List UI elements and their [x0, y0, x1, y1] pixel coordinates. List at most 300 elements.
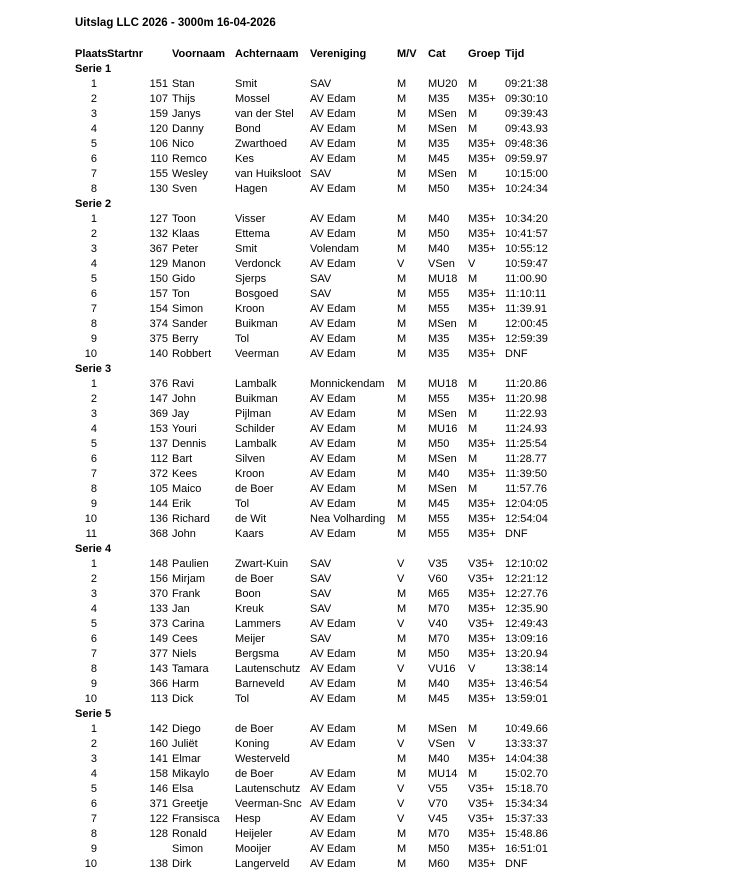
cell-voornaam: Robbert: [172, 348, 212, 360]
cell-voornaam: Bart: [172, 453, 193, 465]
cell-plaats: 9: [90, 333, 97, 345]
page-title: Uitslag LLC 2026 - 3000m 16-04-2026: [75, 17, 276, 29]
cell-vereniging: AV Edam: [310, 828, 356, 840]
cell-vereniging: AV Edam: [310, 858, 356, 870]
table-row: [75, 572, 635, 587]
cell-plaats: 1: [90, 723, 97, 735]
table-header-row: [75, 47, 635, 62]
cell-plaats: 5: [90, 438, 97, 450]
cell-vereniging: SAV: [310, 588, 332, 600]
cell-groep: V35+: [468, 573, 494, 585]
cell-voornaam: Nico: [172, 138, 195, 150]
table-row: [75, 212, 635, 227]
cell-groep: M: [468, 168, 478, 180]
cell-startnr: 159: [149, 108, 168, 120]
table-row: [75, 842, 635, 857]
cell-plaats: 10: [84, 693, 97, 705]
table-row: [75, 257, 635, 272]
cell-mv: M: [397, 168, 407, 180]
header-cell-tijd: Tijd: [505, 48, 525, 60]
cell-achternaam: Zwart-Kuin: [235, 558, 289, 570]
cell-mv: V: [397, 618, 405, 630]
header-cell-m-v: M/V: [397, 48, 417, 60]
cell-vereniging: AV Edam: [310, 138, 356, 150]
cell-vereniging: Monnickendam: [310, 378, 385, 390]
cell-groep: M35+: [468, 588, 496, 600]
cell-tijd: DNF: [505, 858, 528, 870]
cell-tijd: 10:49.66: [505, 723, 548, 735]
cell-groep: M35+: [468, 438, 496, 450]
cell-mv: V: [397, 798, 405, 810]
cell-tijd: 12:00:45: [505, 318, 548, 330]
table-row: [75, 92, 635, 107]
cell-vereniging: AV Edam: [310, 618, 356, 630]
cell-mv: M: [397, 483, 407, 495]
cell-startnr: 157: [149, 288, 168, 300]
cell-achternaam: Smit: [235, 243, 257, 255]
cell-voornaam: Fransisca: [172, 813, 220, 825]
cell-plaats: 5: [90, 783, 97, 795]
cell-tijd: 09:48:36: [505, 138, 548, 150]
cell-achternaam: Kreuk: [235, 603, 264, 615]
cell-tijd: 11:10:11: [505, 288, 547, 300]
table-row: [75, 482, 635, 497]
cell-plaats: 11: [85, 528, 97, 540]
cell-startnr: 153: [149, 423, 168, 435]
cell-vereniging: SAV: [310, 558, 332, 570]
cell-achternaam: Boon: [235, 588, 261, 600]
table-row: [75, 527, 635, 542]
table-row: [75, 677, 635, 692]
cell-vereniging: AV Edam: [310, 648, 356, 660]
cell-mv: M: [397, 858, 407, 870]
cell-vereniging: SAV: [310, 78, 332, 90]
cell-plaats: 10: [84, 858, 97, 870]
cell-vereniging: AV Edam: [310, 303, 356, 315]
cell-vereniging: Nea Volharding: [310, 513, 386, 525]
cell-cat: V40: [428, 618, 448, 630]
cell-cat: V35: [428, 558, 448, 570]
cell-vereniging: AV Edam: [310, 738, 356, 750]
cell-startnr: 160: [149, 738, 168, 750]
cell-mv: M: [397, 213, 407, 225]
cell-vereniging: SAV: [310, 273, 332, 285]
cell-plaats: 6: [90, 453, 97, 465]
cell-voornaam: Simon: [172, 843, 204, 855]
cell-vereniging: AV Edam: [310, 318, 356, 330]
cell-startnr: 146: [149, 783, 168, 795]
cell-startnr: 127: [149, 213, 168, 225]
cell-startnr: 147: [149, 393, 168, 405]
cell-vereniging: AV Edam: [310, 468, 356, 480]
cell-mv: V: [397, 558, 405, 570]
cell-voornaam: Carina: [172, 618, 205, 630]
cell-groep: M: [468, 318, 478, 330]
cell-startnr: 110: [150, 153, 168, 165]
cell-plaats: 3: [90, 243, 97, 255]
cell-achternaam: Mossel: [235, 93, 270, 105]
cell-vereniging: AV Edam: [310, 108, 356, 120]
cell-achternaam: Buikman: [235, 318, 278, 330]
table-row: [75, 107, 635, 122]
table-row: [75, 587, 635, 602]
cell-voornaam: Toon: [172, 213, 196, 225]
cell-voornaam: Paulien: [172, 558, 209, 570]
cell-achternaam: Hagen: [235, 183, 268, 195]
cell-tijd: 12:10:02: [505, 558, 548, 570]
cell-achternaam: Bergsma: [235, 648, 280, 660]
cell-cat: MU20: [428, 78, 458, 90]
cell-achternaam: van der Stel: [235, 108, 294, 120]
cell-plaats: 4: [90, 423, 97, 435]
cell-cat: MSen: [428, 483, 457, 495]
cell-vereniging: Volendam: [310, 243, 359, 255]
table-row: [75, 242, 635, 257]
cell-cat: MU18: [428, 378, 458, 390]
table-row: [75, 782, 635, 797]
cell-vereniging: AV Edam: [310, 153, 356, 165]
cell-plaats: 10: [84, 513, 97, 525]
cell-tijd: DNF: [505, 348, 528, 360]
cell-plaats: 7: [90, 813, 97, 825]
cell-tijd: 11:39.91: [505, 303, 548, 315]
cell-tijd: 11:20.98: [505, 393, 548, 405]
table-row: [75, 167, 635, 182]
cell-groep: M: [468, 423, 478, 435]
cell-startnr: 144: [149, 498, 168, 510]
cell-achternaam: de Boer: [235, 723, 274, 735]
cell-voornaam: Mikaylo: [172, 768, 210, 780]
cell-tijd: 10:15:00: [505, 168, 548, 180]
series-container: [75, 62, 635, 872]
cell-mv: M: [397, 333, 407, 345]
cell-voornaam: Erik: [172, 498, 191, 510]
cell-cat: M55: [428, 513, 450, 525]
cell-groep: M35+: [468, 528, 496, 540]
table-row: [75, 452, 635, 467]
cell-cat: M50: [428, 183, 450, 195]
cell-plaats: 6: [90, 153, 97, 165]
header-cell-cat: Cat: [428, 48, 446, 60]
cell-cat: M55: [428, 303, 450, 315]
cell-plaats: 7: [90, 168, 97, 180]
cell-plaats: 1: [90, 378, 97, 390]
cell-mv: M: [397, 828, 407, 840]
cell-achternaam: Meijer: [235, 633, 265, 645]
cell-vereniging: AV Edam: [310, 408, 356, 420]
cell-mv: M: [397, 288, 407, 300]
cell-tijd: 10:24:34: [505, 183, 548, 195]
cell-vereniging: AV Edam: [310, 213, 356, 225]
serie-label: Serie 1: [75, 63, 112, 75]
cell-cat: M40: [428, 753, 450, 765]
cell-plaats: 4: [90, 768, 97, 780]
cell-vereniging: AV Edam: [310, 123, 356, 135]
cell-startnr: 112: [150, 453, 168, 465]
cell-plaats: 9: [90, 678, 97, 690]
cell-voornaam: Sven: [172, 183, 198, 195]
cell-vereniging: AV Edam: [310, 528, 356, 540]
cell-achternaam: Pijlman: [235, 408, 272, 420]
cell-voornaam: Cees: [172, 633, 198, 645]
cell-vereniging: SAV: [310, 633, 332, 645]
cell-voornaam: Remco: [172, 153, 207, 165]
cell-startnr: 132: [149, 228, 168, 240]
cell-mv: V: [397, 738, 405, 750]
cell-tijd: 16:51:01: [505, 843, 548, 855]
cell-plaats: 9: [90, 843, 97, 855]
cell-cat: M35: [428, 348, 450, 360]
cell-vereniging: AV Edam: [310, 768, 356, 780]
cell-groep: M: [468, 378, 478, 390]
cell-startnr: 120: [149, 123, 168, 135]
cell-startnr: 130: [149, 183, 168, 195]
cell-groep: M35+: [468, 498, 496, 510]
cell-plaats: 3: [90, 408, 97, 420]
cell-groep: M: [468, 273, 478, 285]
cell-groep: M35+: [468, 843, 496, 855]
cell-groep: V35+: [468, 558, 494, 570]
cell-startnr: 122: [149, 813, 168, 825]
cell-vereniging: AV Edam: [310, 258, 356, 270]
cell-startnr: 149: [149, 633, 168, 645]
table-row: [75, 767, 635, 782]
cell-cat: MSen: [428, 723, 457, 735]
cell-startnr: 142: [149, 723, 168, 735]
cell-groep: M35+: [468, 603, 496, 615]
cell-groep: V: [468, 258, 476, 270]
cell-tijd: 11:22.93: [505, 408, 548, 420]
cell-plaats: 5: [90, 273, 97, 285]
cell-tijd: 11:39:50: [505, 468, 548, 480]
cell-cat: V60: [428, 573, 448, 585]
cell-tijd: 15:48.86: [505, 828, 548, 840]
cell-achternaam: Kes: [235, 153, 254, 165]
cell-cat: M60: [428, 858, 450, 870]
cell-cat: MU14: [428, 768, 458, 780]
cell-cat: MSen: [428, 453, 457, 465]
cell-startnr: 151: [149, 78, 168, 90]
cell-vereniging: AV Edam: [310, 483, 356, 495]
cell-cat: MU16: [428, 423, 458, 435]
cell-cat: M45: [428, 498, 450, 510]
cell-vereniging: AV Edam: [310, 423, 356, 435]
cell-plaats: 6: [90, 288, 97, 300]
cell-mv: M: [397, 183, 407, 195]
cell-startnr: 154: [149, 303, 168, 315]
cell-vereniging: SAV: [310, 168, 332, 180]
cell-groep: M35+: [468, 243, 496, 255]
table-row: [75, 827, 635, 842]
cell-cat: V45: [428, 813, 448, 825]
table-row: [75, 647, 635, 662]
cell-startnr: 106: [149, 138, 168, 150]
cell-cat: VSen: [428, 738, 455, 750]
cell-vereniging: AV Edam: [310, 348, 356, 360]
table-row: [75, 737, 635, 752]
cell-cat: VSen: [428, 258, 455, 270]
table-row: [75, 857, 635, 872]
cell-voornaam: Ravi: [172, 378, 195, 390]
cell-mv: M: [397, 423, 407, 435]
cell-achternaam: Buikman: [235, 393, 278, 405]
cell-tijd: 09:39:43: [505, 108, 548, 120]
cell-plaats: 2: [90, 93, 97, 105]
cell-achternaam: Zwarthoed: [235, 138, 287, 150]
cell-plaats: 2: [90, 393, 97, 405]
cell-tijd: 12:27.76: [505, 588, 548, 600]
cell-voornaam: Wesley: [172, 168, 208, 180]
cell-achternaam: Mooijer: [235, 843, 272, 855]
cell-plaats: 8: [90, 663, 97, 675]
cell-plaats: 1: [90, 213, 97, 225]
cell-groep: M35+: [468, 633, 496, 645]
cell-mv: M: [397, 93, 407, 105]
cell-vereniging: AV Edam: [310, 723, 356, 735]
cell-mv: M: [397, 438, 407, 450]
cell-tijd: 13:20.94: [505, 648, 548, 660]
cell-groep: M: [468, 123, 478, 135]
cell-mv: M: [397, 78, 407, 90]
cell-achternaam: Visser: [235, 213, 266, 225]
cell-tijd: 10:41:57: [505, 228, 548, 240]
table-row: [75, 602, 635, 617]
cell-cat: MSen: [428, 123, 457, 135]
cell-tijd: 13:38:14: [505, 663, 548, 675]
header-cell-voornaam: Voornaam: [172, 48, 225, 60]
table-row: [75, 392, 635, 407]
cell-plaats: 2: [90, 228, 97, 240]
cell-groep: V35+: [468, 798, 494, 810]
cell-voornaam: Gido: [172, 273, 196, 285]
cell-voornaam: Simon: [172, 303, 204, 315]
cell-groep: M35+: [468, 678, 496, 690]
cell-achternaam: Kaars: [235, 528, 264, 540]
cell-mv: M: [397, 453, 407, 465]
cell-tijd: 13:33:37: [505, 738, 548, 750]
cell-startnr: 376: [149, 378, 168, 390]
cell-achternaam: Tol: [235, 498, 250, 510]
cell-cat: MSen: [428, 168, 457, 180]
cell-mv: V: [397, 783, 405, 795]
cell-mv: M: [397, 648, 407, 660]
cell-vereniging: AV Edam: [310, 798, 356, 810]
table-row: [75, 797, 635, 812]
cell-cat: M35: [428, 333, 450, 345]
cell-voornaam: Stan: [172, 78, 195, 90]
cell-achternaam: Tol: [235, 693, 250, 705]
cell-startnr: 141: [149, 753, 168, 765]
cell-vereniging: AV Edam: [310, 93, 356, 105]
cell-cat: M40: [428, 243, 450, 255]
cell-groep: M35+: [468, 288, 496, 300]
cell-achternaam: Ettema: [235, 228, 270, 240]
cell-mv: M: [397, 678, 407, 690]
cell-vereniging: SAV: [310, 603, 332, 615]
table-row: [75, 332, 635, 347]
cell-voornaam: Berry: [172, 333, 199, 345]
cell-achternaam: Lambalk: [235, 378, 277, 390]
cell-achternaam: Westerveld: [235, 753, 290, 765]
cell-achternaam: Hesp: [235, 813, 261, 825]
cell-groep: M35+: [468, 753, 496, 765]
cell-cat: M40: [428, 213, 450, 225]
cell-mv: M: [397, 273, 407, 285]
cell-cat: M35: [428, 93, 450, 105]
cell-plaats: 7: [90, 648, 97, 660]
cell-tijd: 12:21:12: [505, 573, 548, 585]
cell-tijd: 11:57.76: [505, 483, 548, 495]
cell-plaats: 5: [90, 618, 97, 630]
table-row: [75, 617, 635, 632]
cell-achternaam: Silven: [235, 453, 265, 465]
cell-cat: MSen: [428, 108, 457, 120]
cell-cat: M50: [428, 843, 450, 855]
cell-startnr: 368: [149, 528, 168, 540]
cell-tijd: 14:04:38: [505, 753, 548, 765]
cell-mv: M: [397, 138, 407, 150]
cell-mv: M: [397, 123, 407, 135]
cell-voornaam: Dick: [172, 693, 194, 705]
table-row: [75, 497, 635, 512]
cell-voornaam: Ton: [172, 288, 190, 300]
cell-achternaam: Bond: [235, 123, 261, 135]
cell-plaats: 5: [90, 138, 97, 150]
cell-groep: M35+: [468, 183, 496, 195]
cell-tijd: 11:00.90: [505, 273, 548, 285]
cell-achternaam: Heijeler: [235, 828, 273, 840]
cell-voornaam: Jan: [172, 603, 190, 615]
cell-cat: M50: [428, 438, 450, 450]
cell-mv: M: [397, 513, 407, 525]
cell-plaats: 2: [90, 738, 97, 750]
cell-startnr: 107: [149, 93, 168, 105]
table-row: [75, 407, 635, 422]
cell-vereniging: AV Edam: [310, 183, 356, 195]
cell-cat: M50: [428, 228, 450, 240]
table-row: [75, 632, 635, 647]
cell-tijd: 10:34:20: [505, 213, 548, 225]
cell-plaats: 7: [90, 468, 97, 480]
cell-mv: M: [397, 348, 407, 360]
cell-tijd: 11:28.77: [505, 453, 548, 465]
cell-mv: M: [397, 378, 407, 390]
cell-groep: M: [468, 453, 478, 465]
cell-achternaam: Bosgoed: [235, 288, 279, 300]
cell-voornaam: Juliët: [172, 738, 198, 750]
cell-achternaam: Verdonck: [235, 258, 281, 270]
cell-groep: M: [468, 768, 478, 780]
cell-mv: M: [397, 408, 407, 420]
cell-cat: M65: [428, 588, 450, 600]
cell-voornaam: Elsa: [172, 783, 194, 795]
cell-achternaam: Koning: [235, 738, 270, 750]
cell-groep: M: [468, 78, 478, 90]
table-row: [75, 302, 635, 317]
cell-cat: M55: [428, 393, 450, 405]
cell-groep: M: [468, 723, 478, 735]
cell-startnr: 148: [149, 558, 168, 570]
cell-mv: M: [397, 603, 407, 615]
cell-plaats: 4: [90, 603, 97, 615]
cell-voornaam: Youri: [172, 423, 197, 435]
cell-mv: V: [397, 813, 405, 825]
cell-mv: M: [397, 243, 407, 255]
cell-voornaam: Diego: [172, 723, 201, 735]
cell-achternaam: Kroon: [235, 303, 265, 315]
cell-startnr: 371: [149, 798, 168, 810]
cell-tijd: 11:20.86: [505, 378, 548, 390]
